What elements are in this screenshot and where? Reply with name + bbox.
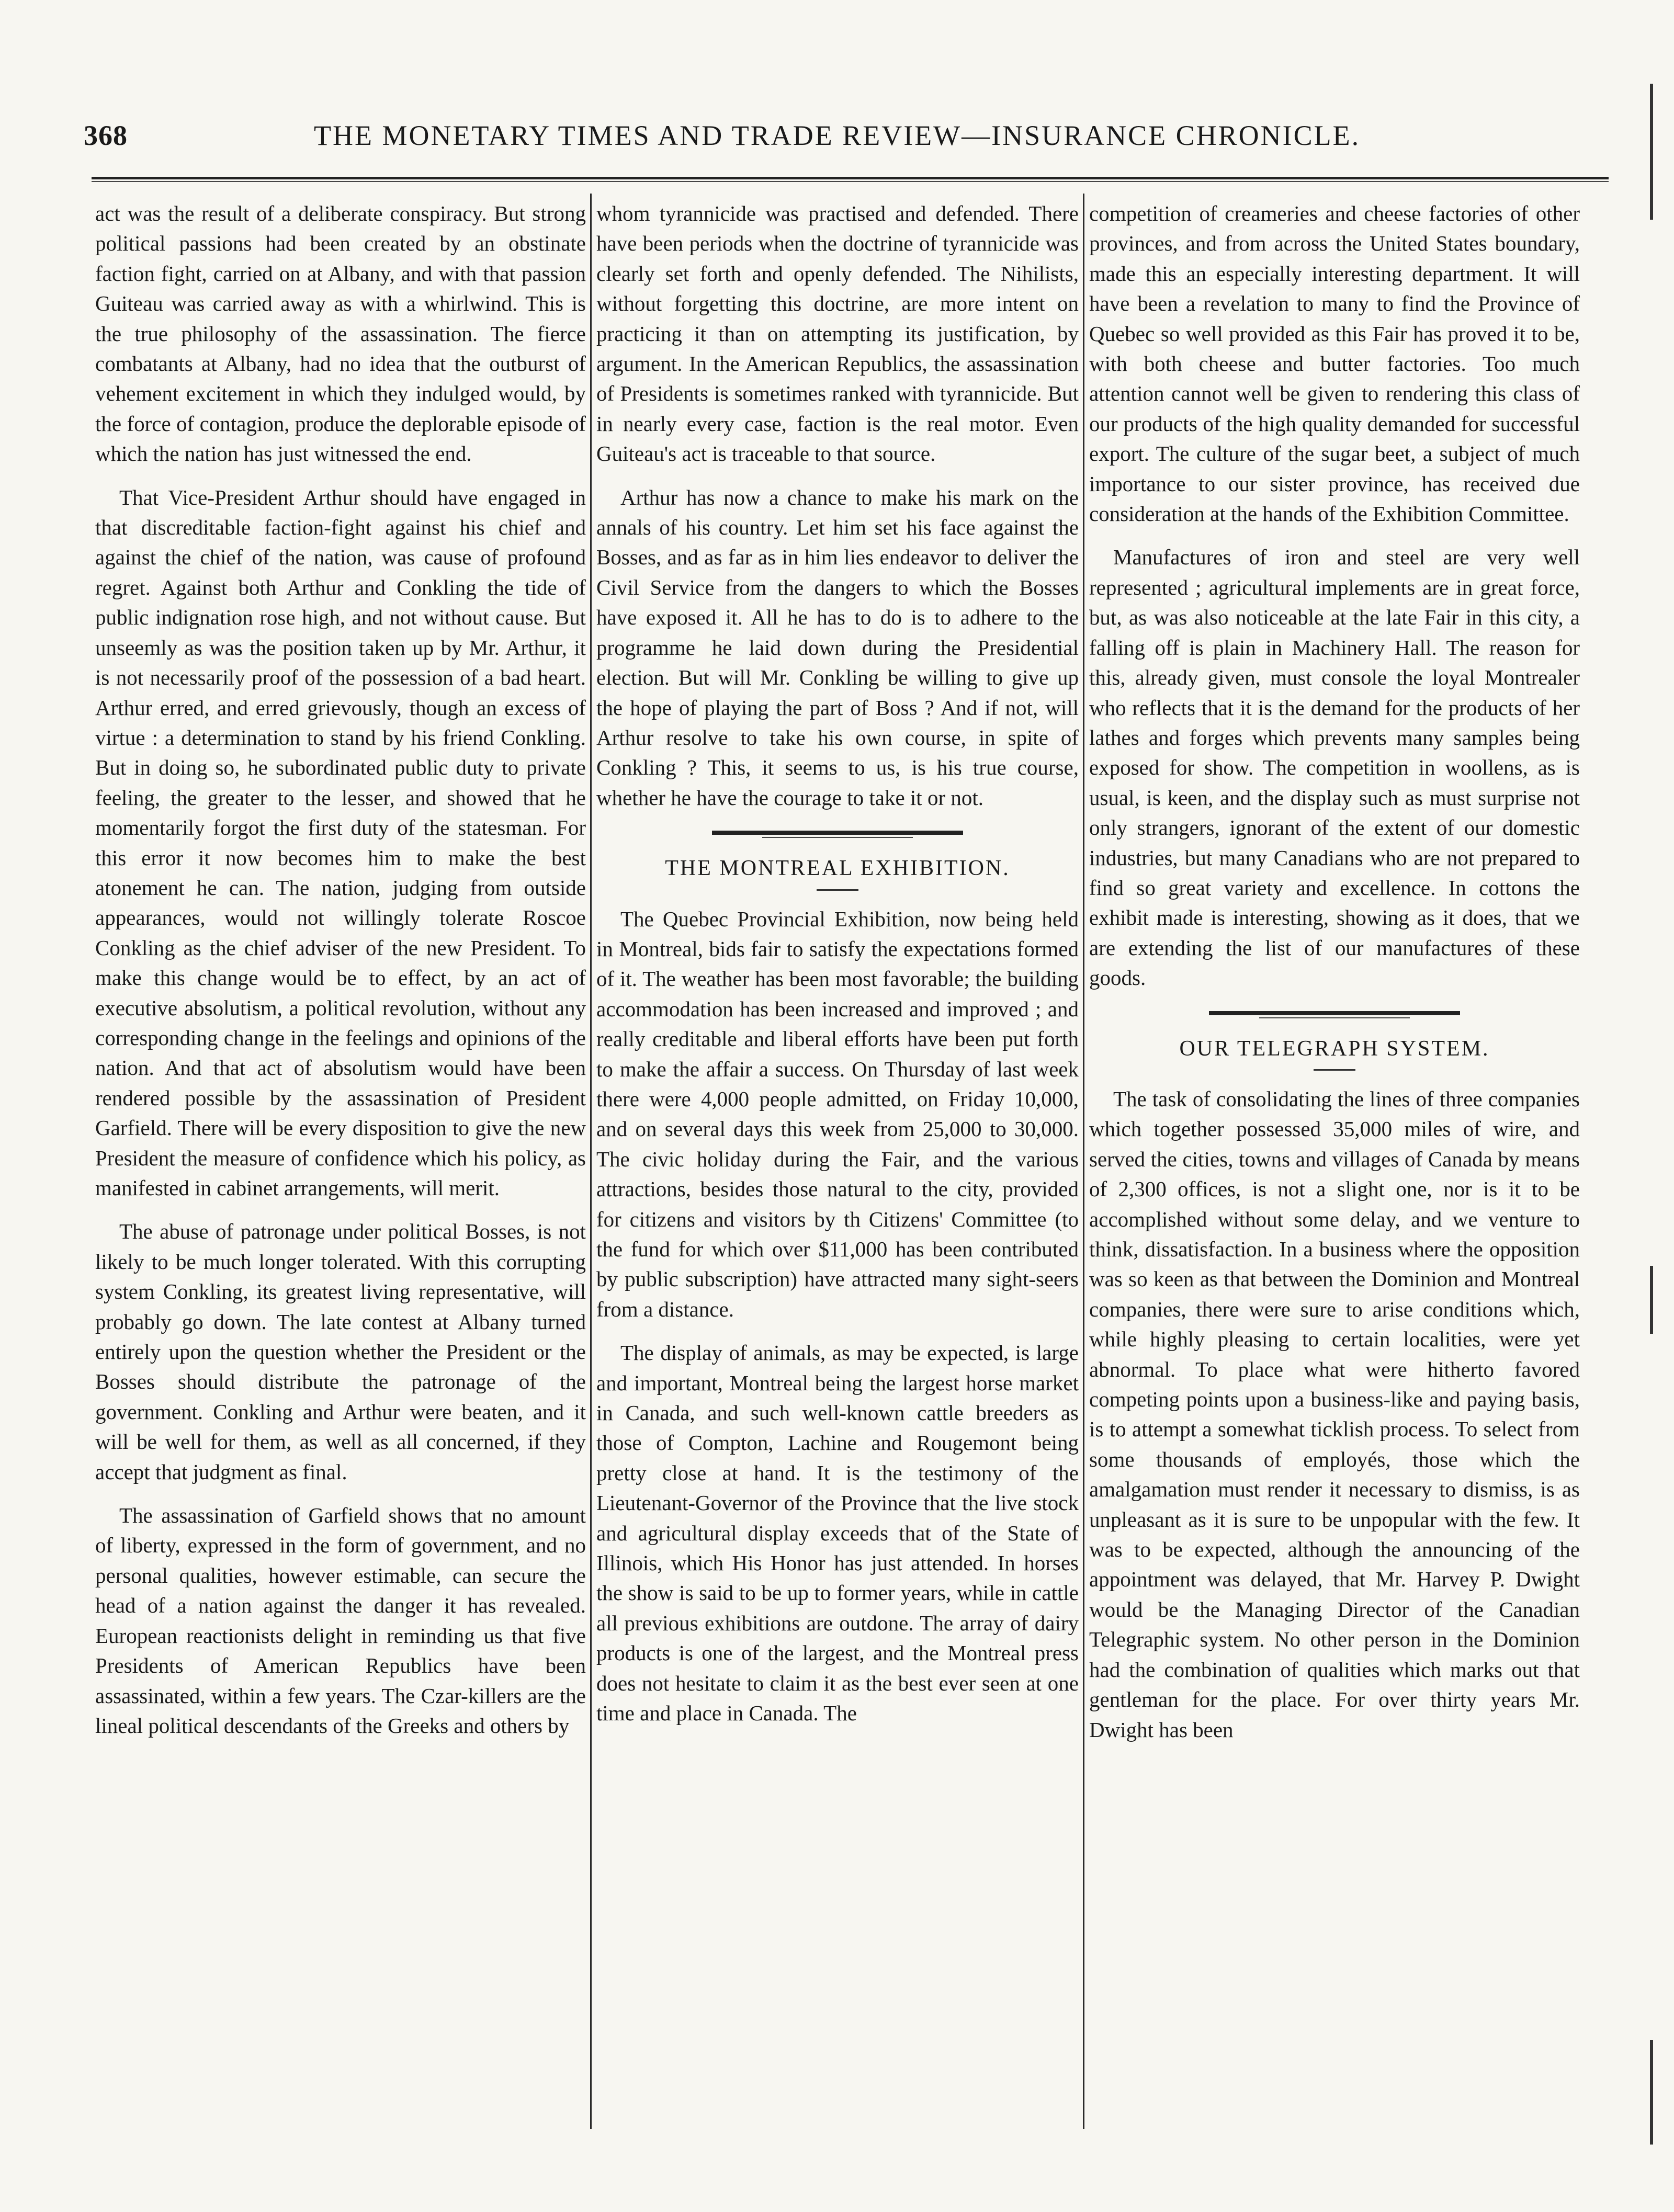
paragraph: whom tyrannicide was practised and defended. There have been periods when the doctrine of tyrannicide was clearly set forth and openly defended. The Nihilists, without forgetting this doctrine, are more intent on practicing it than on attempting its justification, by argument. In the American Republics, the assassination of Presidents is sometimes ranked with tyrannicide. But in nearly every case, faction is the real motor. Even Guiteau's act is traceable to that source. [596,201,1079,466]
header-rule-thin [92,181,1609,182]
column-separator [590,194,592,2129]
column-1 [95,199,586,1754]
section-title-telegraph-system: OUR TELEGRAPH SYSTEM. [1179,1036,1490,1061]
paragraph: competition of creameries and cheese factories of other provinces, and from across the United States boundary, made this an especially interesting department. It will have been a revelation to many to find the Province of Quebec so well provided as this Fair has proved it to be, with both cheese and butter factories. Too much attention cannot well be given to rendering this class of our products of the high quality demanded for successful export. The culture of the sugar beet, a subject of much importance to our sister province, has received due consideration at the hands of the Exhibition Committee. [1089,201,1580,526]
title-rule [1314,1069,1355,1071]
title-rule [817,889,858,891]
paragraph: That Vice-President Arthur should have engaged in that discreditable faction-fight against his chief and against the chief of the nation, was cause of profound regret. Against both Arthur and Conkling the tide of public indignation rose high, and not without cause. But unseemly as was the position taken up by Mr. Arthur, it is not necessarily proof of the possession of a bad heart. Arthur erred, and erred grievously, though an excess of virtue : a determination to stand by his friend Conkling. But in doing so, he subordinated public duty to private feeling, the greater to the lesser, and showed that he momentarily forgot the first duty of the statesman. For this error it now becomes him to make the best atonement he can. The nation, judging from outside appearances, would not willingly tolerate Roscoe Conkling as the chief adviser of the new President. To make this change would be to effect, by an act of executive absolutism, a political revolution, without any corresponding change in the feelings and opinions of the nation. And that act of absolutism would have been rendered possible by the assassination of President Garfield. There will be every disposition to give the new President the measure of confidence which his policy, as manifested in cabinet arrangements, will merit. [95,485,586,1200]
section-title-montreal-exhibition: THE MONTREAL EXHIBITION. [665,856,1010,881]
column-2 [596,199,1079,1742]
paragraph: Manufactures of iron and steel are very well represented ; agricultural implements are in great force, but, as was also noticeable at the late Fair in this city, a falling off is plain in Machinery Hall. The reason for this, already given, must console the loyal Montrealer who reflects that it is the demand for the products of her lathes and forges which prevents many samples being exposed for show. The competition in woollens, as is usual, is keen, and the display such as must surprise not only strangers, ignorant of the extent of our domestic industries, but many Canadians who are not prepared to find so great variety and excellence. In cottons the exhibit made is interesting, showing as it does, that we are extending the list of our manufactures of these goods. [1089,545,1580,990]
paragraph: The assassination of Garfield shows that no amount of liberty, expressed in the form of government, and no personal qualities, however estimable, can secure the head of a nation against the danger it has revealed. European reactionists delight in reminding us that five Presidents of American Republics have been assassinated, within a few years. The Czar-killers are the lineal political descendants of the Greeks and others by [95,1503,586,1738]
paragraph: The Quebec Provincial Exhibition, now being held in Montreal, bids fair to satisfy the expectations formed of it. The weather has been most favorable; the building accommodation has been increased and improved ; and really creditable and liberal efforts have been put forth to make the affair a success. On Thursday of last week there were 4,000 people admitted, on Friday 10,000, and on several days this week from 25,000 to 30,000. The civic holiday during the Fair, and the various attractions, besides those natural to the city, provided for citizens and visitors by th Citizens' Committee (to the fund for which over $11,000 has been contributed by public subscription) have attracted many sight-seers from a distance. [596,906,1079,1321]
column-separator [1083,194,1084,2129]
section-divider [712,831,963,838]
paragraph: The task of consolidating the lines of three companies which together possessed 35,000 miles of wire, and served the cities, towns and villages of Canada by means of 2,300 offices, is not a slight one, nor is it to be accomplished without some delay, and we venture to think, dissatisfaction. In a business where the opposition was so keen as that between the Dominion and Montreal companies, there were sure to arise conditions which, while highly pleasing to certain localities, were yet abnormal. To place what were hitherto favored competing points upon a business-like and paying basis, is to attempt a somewhat ticklish process. To select from some thousands of employés, those which the amalgamation must render it necessary to dismiss, is as unpleasant as it is sure to be unpopular with the few. It was to be expected, although the announcing of the appointment was delayed, that Mr. Harvey P. Dwight would be the Managing Director of the Canadian Telegraphic system. No other person in the Dominion had the combination of qualities which marks out that gentleman for the place. For over thirty years Mr. Dwight has been [1089,1086,1580,1742]
scan-edge-mark [1650,84,1653,220]
header-rule [92,177,1609,179]
page-number: 368 [84,120,128,151]
scan-edge-mark [1650,1266,1653,1334]
paragraph: The display of animals, as may be expected, is large and important, Montreal being the largest horse market in Canada, and such well-known cattle breeders as those of Compton, Lachine and Rougemont being pretty close at hand. It is the testimony of the Lieutenant-Governor of the Province that the live stock and agricultural display exceeds that of the State of Illinois, which His Honor has just attended. In horses the show is said to be up to former years, while in cattle all previous exhibitions are outdone. The array of dairy products is one of the largest, and the Montreal press does not hesitate to claim it as the best ever seen at one time and place in Canada. The [596,1341,1079,1726]
section-divider [1209,1011,1460,1018]
page-header [84,119,1590,166]
paragraph: The abuse of patronage under political Bosses, is not likely to be much longer tolerated. With this corrupting system Conkling, its greatest living representative, will probably go down. The late contest at Albany turned entirely upon the question whether the President or the Bosses should distribute the patronage of the government. Conkling and Arthur were beaten, and it will be well for them, as well as all concerned, if they accept that judgment as final. [95,1219,586,1484]
paragraph: act was the result of a deliberate conspiracy. But strong political passions had been created by an obstinate faction fight, carried on at Albany, and with that passion Guiteau was carried away as with a whirlwind. This is the true philosophy of the assassination. The fierce combatants at Albany, had no idea that the outburst of vehement excitement in which they indulged would, by the force of contagion, produce the deplorable episode of which the nation has just witnessed the end. [95,201,586,466]
column-3 [1089,199,1580,1759]
paragraph: Arthur has now a chance to make his mark on the annals of his country. Let him set his face against the Bosses, and as far as in him lies endeavor to deliver the Civil Service from the dangers to which the Bosses have exposed it. All he has to do is to adhere to the programme he laid down during the Presidential election. But will Mr. Conkling be willing to give up the hope of playing the part of Boss ? And if not, will Arthur resolve to take his own course, in spite of Conkling ? This, it seems to us, is his true course, whether he have the courage to take it or not. [596,485,1079,810]
running-title: THE MONETARY TIMES AND TRADE REVIEW—INSURANCE CHRONICLE. [314,120,1361,151]
scan-edge-mark [1650,2040,1653,2145]
